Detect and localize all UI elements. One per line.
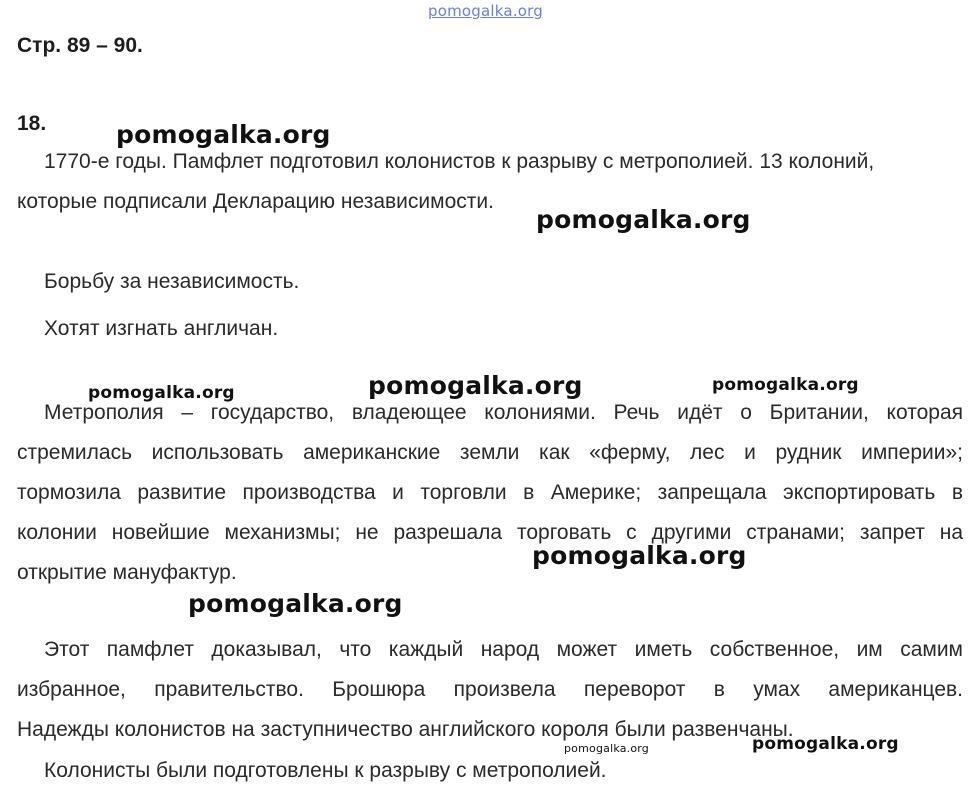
answer-6: Колонисты были подготовлены к разрыву с метрополией. xyxy=(44,759,607,782)
answer-1-line-2: которые подписали Декларацию независимости. xyxy=(17,190,494,213)
answer-1-line-1: 1770-е годы. Памфлет подготовил колонистов к разрыву с метрополией. 13 колоний, xyxy=(44,150,875,173)
answer-5-line-2: избранное, правительство. Брошюра произвела переворот в умах американцев. xyxy=(17,678,963,701)
watermark-text: pomogalka.org xyxy=(88,383,235,403)
watermark-text: pomogalka.org xyxy=(532,541,747,570)
answer-5-line-1: Этот памфлет доказывал, что каждый народ может иметь собственное, им самим xyxy=(44,638,963,661)
answer-4-line-4: колонии новейшие механизмы; не разрешала торговать с другими странами; запрет на xyxy=(17,521,963,544)
watermark-text: pomogalka.org xyxy=(752,734,899,754)
answer-3: Хотят изгнать англичан. xyxy=(44,317,279,340)
answer-4-line-5: открытие мануфактур. xyxy=(17,561,237,584)
answer-4-line-1: Метрополия – государство, владеющее колониями. Речь идёт о Британии, которая xyxy=(44,401,963,424)
answer-2: Борьбу за независимость. xyxy=(44,270,300,293)
watermark-text: pomogalka.org xyxy=(712,375,859,395)
watermark-text: pomogalka.org xyxy=(564,742,649,755)
answer-4-line-3: тормозила развитие производства и торговли в Америке; запрещала экспортировать в xyxy=(17,481,963,504)
watermark-text: pomogalka.org xyxy=(116,120,331,149)
watermark-text: pomogalka.org xyxy=(368,371,583,400)
task-number: 18. xyxy=(17,112,47,135)
answer-4-line-2: стремилась использовать американские земли как «ферму, лес и рудник империи»; xyxy=(17,441,963,464)
watermark-text: pomogalka.org xyxy=(536,205,751,234)
watermark-text: pomogalka.org xyxy=(188,589,403,618)
answer-5-line-3: Надежды колонистов на заступничество английского короля были развенчаны. xyxy=(17,718,794,741)
page-header: Стр. 89 – 90. xyxy=(17,34,143,57)
watermark-top-link[interactable]: pomogalka.org xyxy=(428,2,543,20)
